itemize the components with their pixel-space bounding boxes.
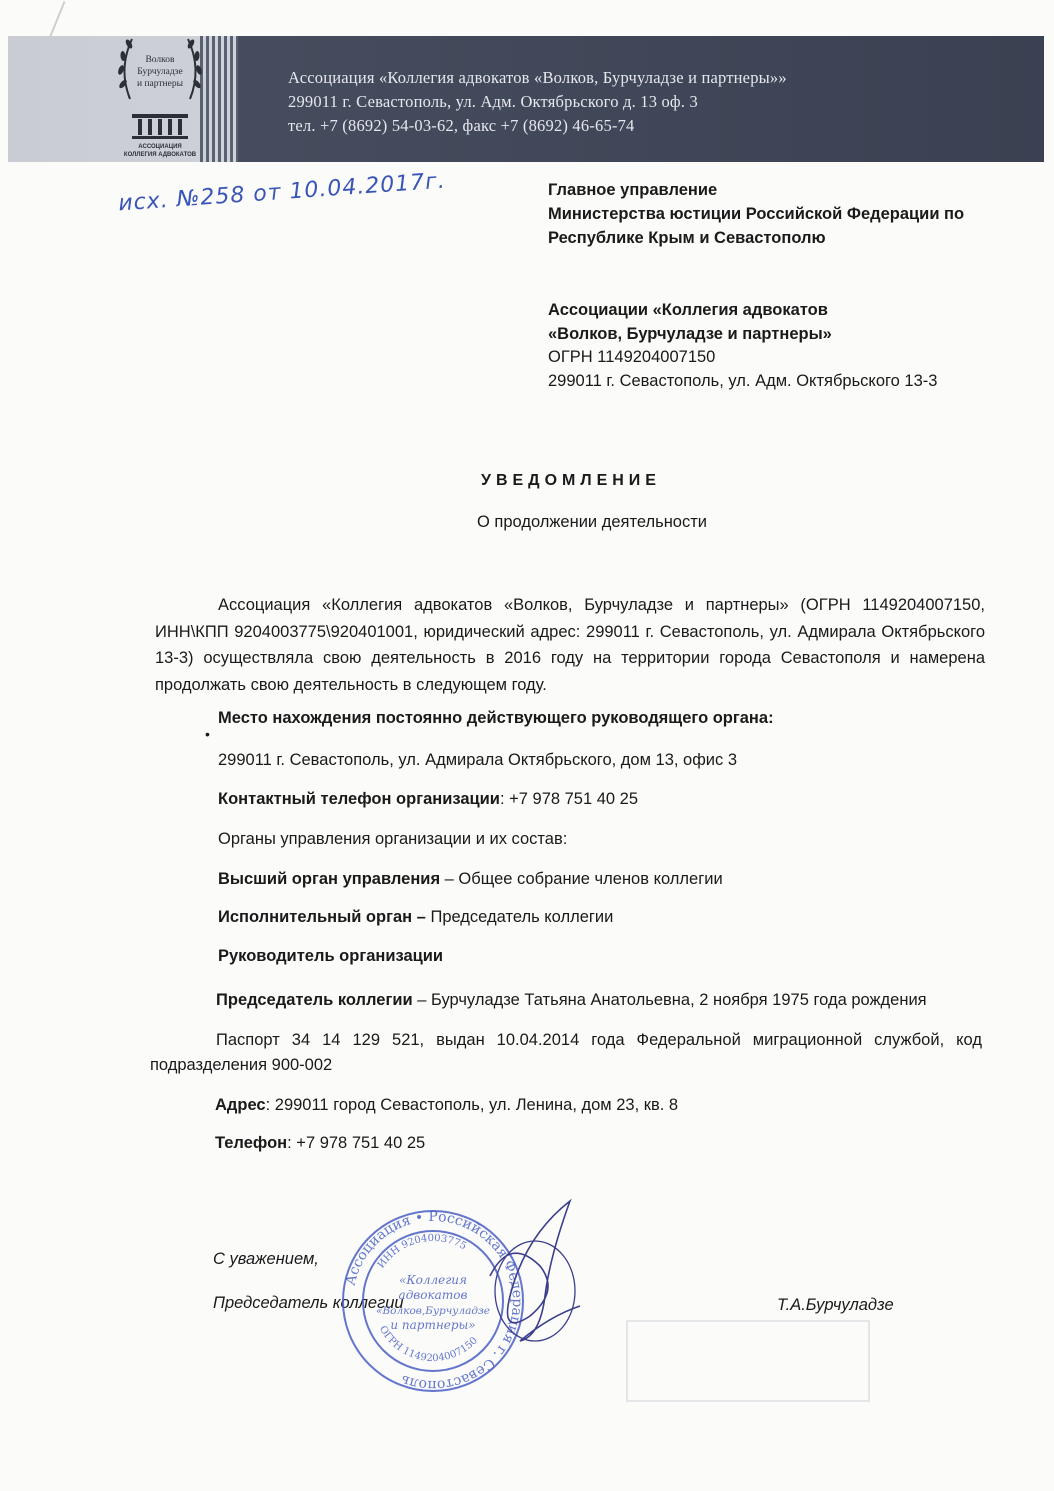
org-phone-line bbox=[218, 790, 638, 809]
chairman-line bbox=[216, 991, 927, 1010]
intro-paragraph: Ассоциация «Коллегия адвокатов «Волков, Бурчуладзе и партнеры» (ОГРН 1149204007150, ИНН\КПП 9204003775\920401001, юридический адрес: 299011 г. Севастополь, ул. Адмирала Октябрьского 13-3) осуществляла свою деятельность в 2016 году на территории города Севастополя и намерена продолжать свою деятельность в следующем году. bbox=[155, 596, 985, 694]
addressee-line-3: Республике Крым и Севастополю bbox=[548, 229, 826, 247]
executive-body-label: Исполнительный орган – bbox=[218, 908, 426, 926]
association-logo bbox=[110, 24, 210, 164]
logo-caption-1: АССОЦИАЦИЯ bbox=[138, 144, 182, 150]
chairman-label: Председатель коллегии bbox=[216, 991, 413, 1009]
regards-text: С уважением, bbox=[213, 1250, 319, 1268]
supreme-body-label: Высший орган управления bbox=[218, 870, 441, 888]
addressee-block bbox=[548, 178, 964, 250]
logo-text-1: Волков bbox=[145, 55, 175, 65]
column-icon bbox=[132, 114, 188, 139]
signer-name: Т.А.Бурчуладзе bbox=[777, 1296, 894, 1314]
stamp-center-4: и партнеры» bbox=[390, 1318, 476, 1332]
executive-body-value: Председатель коллегии bbox=[425, 908, 614, 926]
letterhead-text bbox=[288, 66, 787, 138]
letterhead-org-name: Ассоциация «Коллегия адвокатов «Волков, Бурчуладзе и партнеры»» bbox=[288, 68, 787, 87]
personal-phone-line bbox=[215, 1134, 425, 1153]
paper-fold-mark bbox=[49, 1, 66, 39]
stamp-inn: ИНН 9204003775 bbox=[375, 1232, 469, 1271]
bleed-through-box bbox=[626, 1320, 870, 1402]
location-label-line bbox=[218, 709, 774, 728]
document-subtitle: О продолжении деятельности bbox=[476, 513, 708, 531]
chairman-value: – Бурчуладзе Татьяна Анатольевна, 2 ноября 1975 года рождения bbox=[412, 991, 927, 1009]
stamp-center-3: «Волков,Бурчуладзе bbox=[376, 1305, 490, 1317]
sender-line-2: «Волков, Бурчуладзе и партнеры» bbox=[548, 324, 832, 343]
governing-bodies-heading: Органы управления организации и их состав: bbox=[218, 830, 568, 848]
sender-address: 299011 г. Севастополь, ул. Адм. Октябрьского 13-3 bbox=[548, 371, 938, 390]
addressee-line-2: Министерства юстиции Российской Федерации по bbox=[548, 205, 965, 223]
logo-caption-2: КОЛЛЕГИЯ АДВОКАТОВ bbox=[123, 152, 197, 158]
sender-line-1: Ассоциации «Коллегия адвокатов bbox=[548, 301, 828, 319]
home-address-line bbox=[215, 1096, 678, 1115]
personal-phone-label: Телефон bbox=[215, 1134, 288, 1152]
home-address-value: : 299011 город Севастополь, ул. Ленина, дом 23, кв. 8 bbox=[265, 1096, 679, 1114]
addressee-line-1: Главное управление bbox=[548, 181, 718, 199]
personal-phone-value: : +7 978 751 40 25 bbox=[287, 1134, 426, 1152]
letterhead-contacts: тел. +7 (8692) 54-03-62, факс +7 (8692) 46-65-74 bbox=[288, 116, 635, 135]
location-value: 299011 г. Севастополь, ул. Адмирала Октябрьского, дом 13, офис 3 bbox=[218, 751, 738, 769]
sender-block bbox=[548, 299, 937, 393]
home-address-label: Адрес bbox=[215, 1096, 266, 1114]
head-heading-text: Руководитель организации bbox=[218, 947, 444, 965]
stamp-ogrn: ОГРН 1149204007150 bbox=[376, 1324, 480, 1365]
stamp-center-2: адвокатов bbox=[398, 1288, 468, 1302]
stamp-center-1: «Коллегия bbox=[399, 1273, 467, 1287]
logo-text-3: и партнеры bbox=[137, 79, 183, 89]
letterhead-address: 299011 г. Севастополь, ул. Адм. Октябрьского д. 13 оф. 3 bbox=[288, 92, 698, 111]
passport-paragraph: Паспорт 34 14 129 521, выдан 10.04.2014 года Федеральной миграционной службой, код подразделения 900-002 bbox=[150, 1031, 982, 1074]
head-heading bbox=[218, 947, 443, 966]
executive-body-line bbox=[218, 908, 613, 927]
document-title: УВЕДОМЛЕНИЕ bbox=[481, 472, 661, 489]
supreme-body-value: – Общее собрание членов коллегии bbox=[440, 870, 723, 888]
sender-ogrn: ОГРН 1149204007150 bbox=[548, 348, 716, 366]
bullet-dot: • bbox=[205, 726, 210, 742]
stamp-outer-text: Ассоциация • Российская Федерация г. Севастополь bbox=[342, 1208, 526, 1394]
handwritten-outgoing-number: исх. №258 от 10.04.2017г. bbox=[117, 168, 447, 217]
org-phone-label: Контактный телефон организации bbox=[218, 790, 500, 808]
location-label: Место нахождения постоянно действующего руководящего органа: bbox=[218, 709, 774, 727]
signer-position: Председатель коллегии bbox=[213, 1294, 404, 1312]
supreme-body-line bbox=[218, 870, 723, 889]
org-phone-value: : +7 978 751 40 25 bbox=[499, 790, 639, 808]
handwritten-signature bbox=[480, 1196, 590, 1346]
logo-text-2: Бурчуладзе bbox=[137, 67, 183, 77]
